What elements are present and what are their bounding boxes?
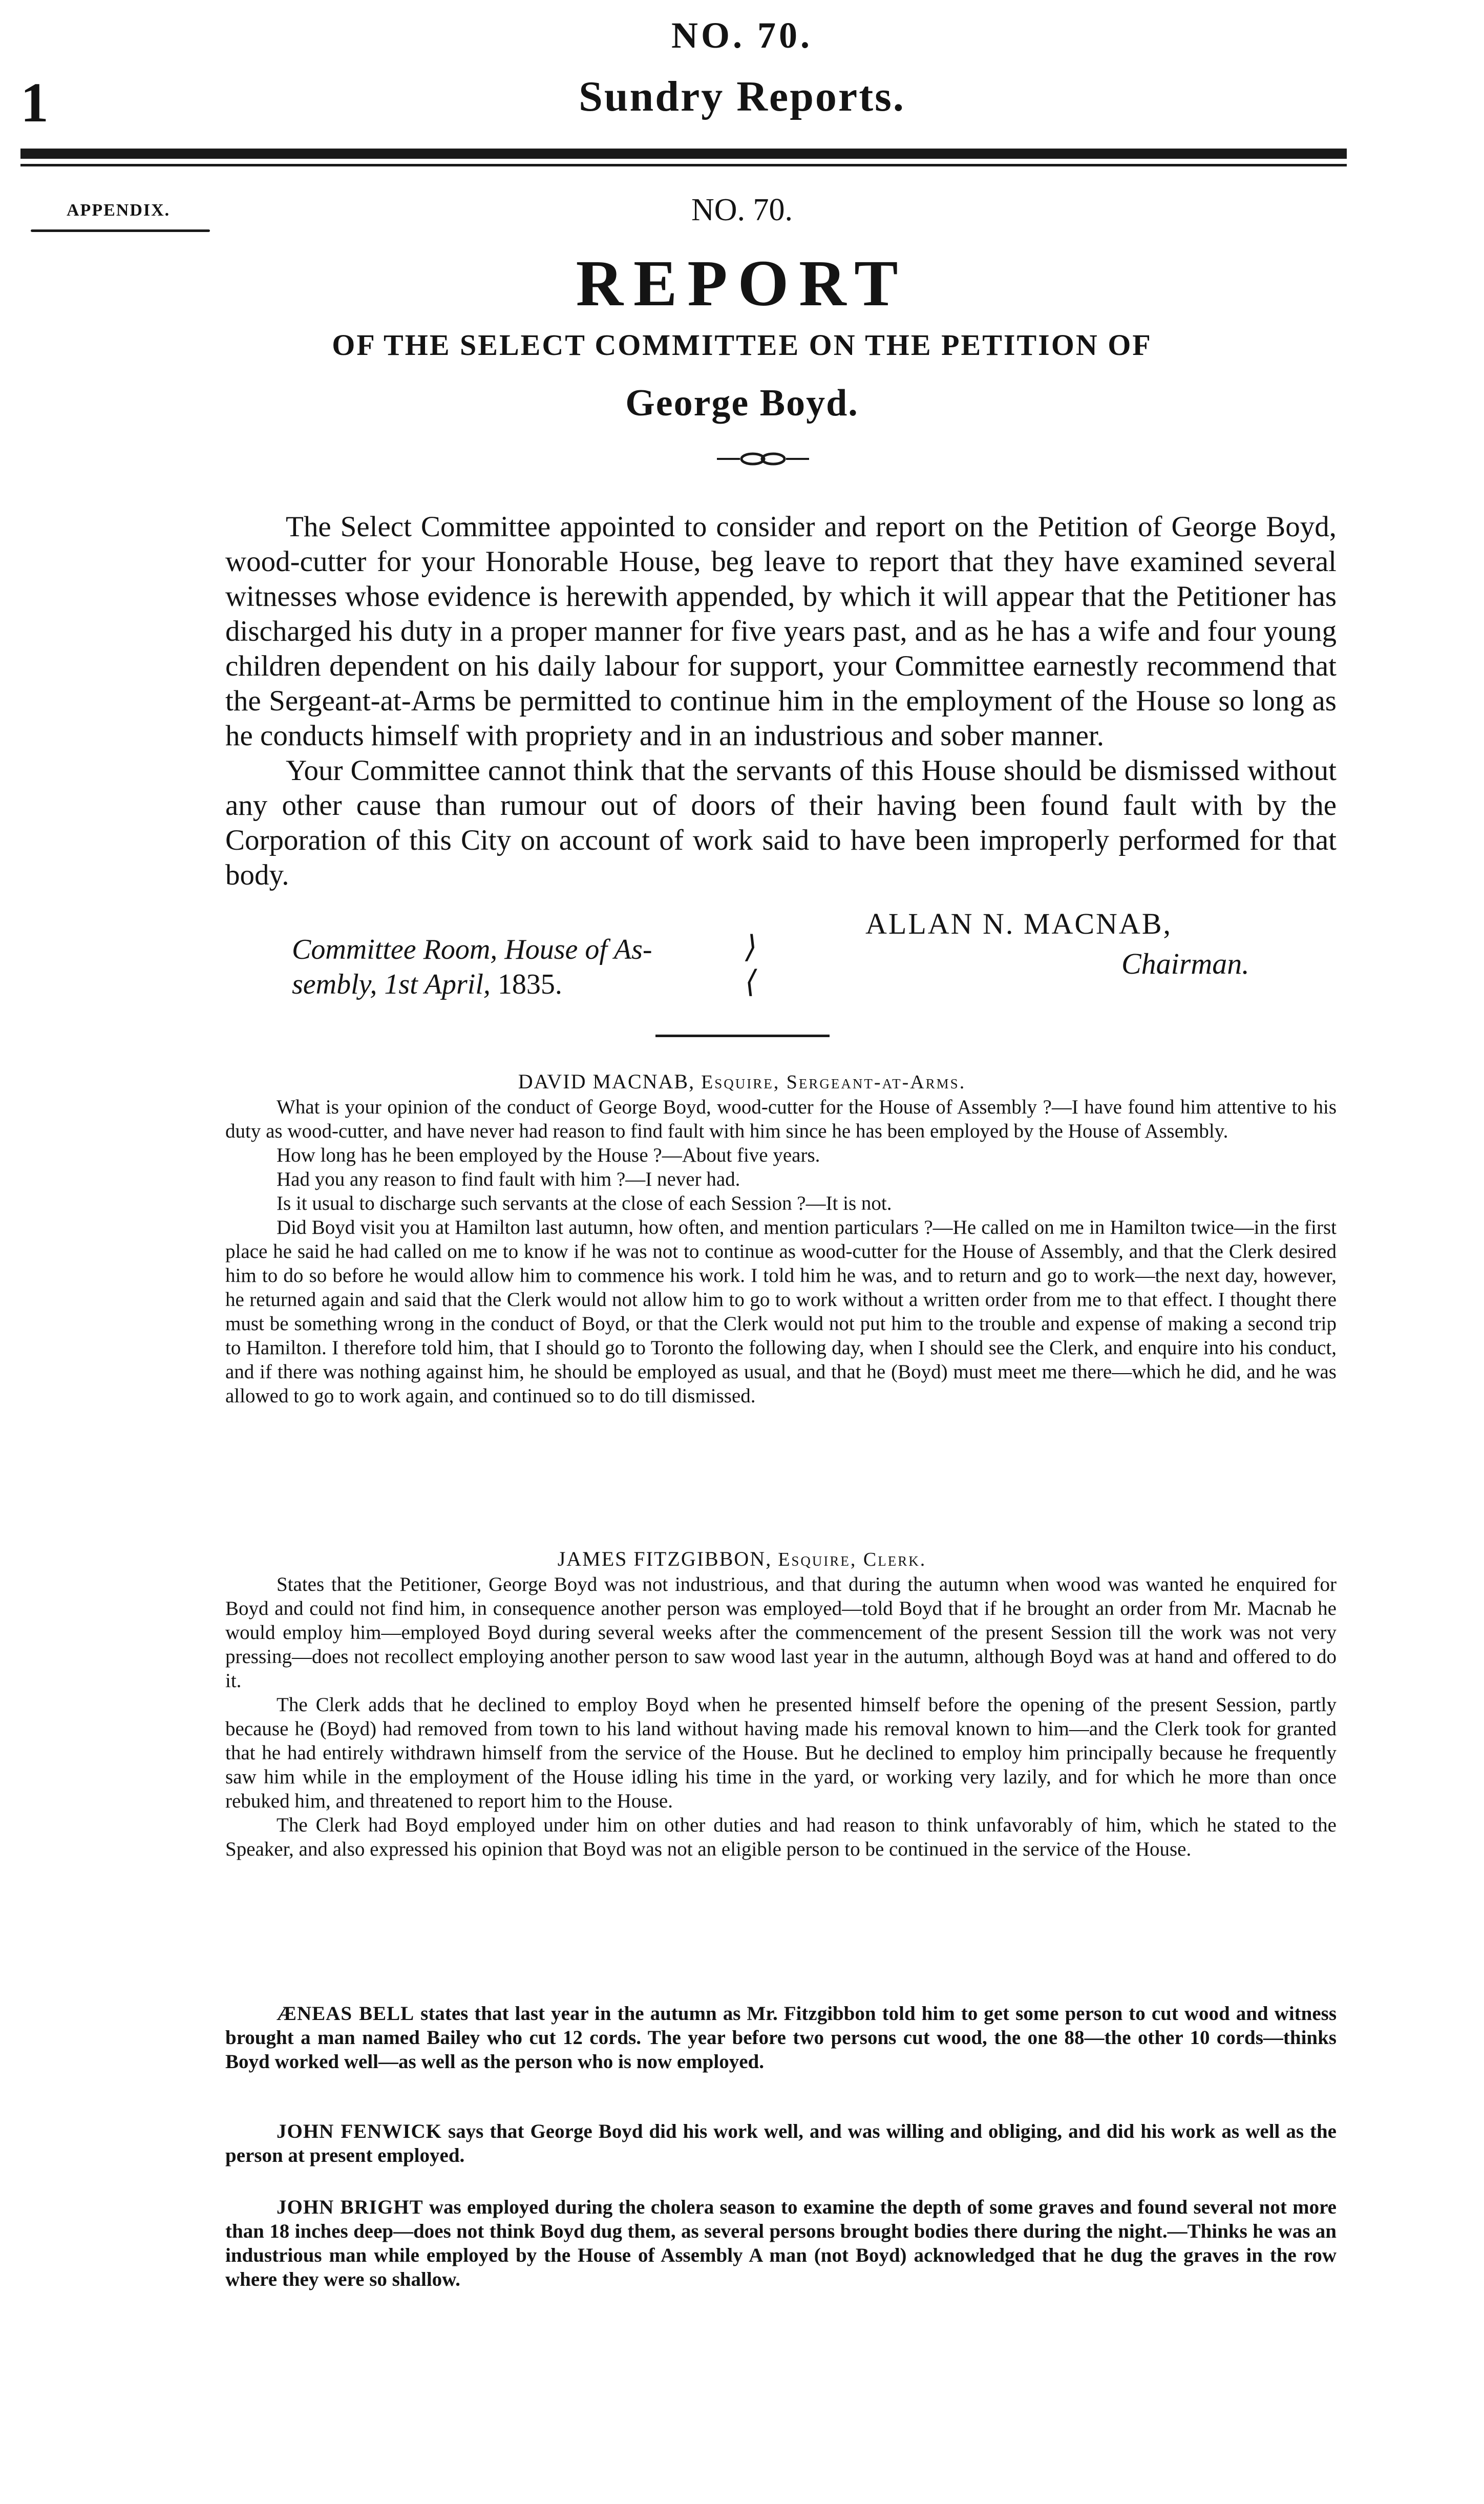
report-paragraph-1: The Select Committee appointed to consider and report on the Petition of George Boyd, wood-cutter for your Honorable House, beg leave to report that they have examined several witnesses whose evidence is herewith appended, by which it will appear that the Petitioner has discharged his duty in a proper manner for five years past, and as he has a wife and four young children dependent on his daily labour for support, your Committee earnestly recommend that the Sergeant-at-Arms be permitted to continue him in the employment of the House so long as he conducts himself with propriety and in an industrious and sober manner. [225, 511, 1337, 752]
evidence-bright [225, 2195, 1337, 2291]
evidence-fenwick [225, 2119, 1337, 2168]
witness-name-fenwick: JOHN FENWICK [277, 2120, 442, 2142]
appendix-underline [31, 229, 210, 232]
evidence-text-fenwick: says that George Boyd did his work well, and was willing and obliging, and did his work as well as the person at present employed. [225, 2120, 1337, 2166]
evidence-fitzgibbon [225, 1572, 1337, 1861]
evidence-paragraph [225, 2119, 1337, 2168]
evidence-paragraph: What is your opinion of the conduct of George Boyd, wood-cutter for the House of Assembly ?—I have found him attentive to his duty as wood-cutter, and have never had reason to find fault with him since he has been employed by the House of Assembly. [225, 1096, 1337, 1142]
chairman-role: Chairman. [1121, 947, 1249, 980]
header-rule-thick [20, 149, 1347, 159]
page-mark: 1 [20, 71, 49, 134]
evidence-paragraph: How long has he been employed by the House ?—About five years. [277, 1144, 820, 1166]
running-head-title: Sundry Reports. [579, 73, 905, 120]
petitioner-name: George Boyd. [625, 382, 859, 424]
evidence-paragraph [225, 2195, 1337, 2291]
report-body [225, 510, 1337, 893]
report-subtitle: OF THE SELECT COMMITTEE ON THE PETITION OF [332, 328, 1152, 362]
running-head-number: NO. 70. [671, 15, 813, 56]
witness-name-fitzgibbon: JAMES FITZGIBBON, [557, 1547, 772, 1570]
evidence-bell [225, 2002, 1337, 2074]
report-number: NO. 70. [691, 193, 793, 227]
evidence-text-bell: states that last year in the autumn as Mr. Fitzgibbon told him to get some person to cut wood and witness brought a man named Bailey who cut 12 cords. The year before two persons cut wood, the one 88—the other 10 cords—thinks Boyd worked well—as well as the person who is now employed. [225, 2003, 1337, 2073]
witness-heading-fitzgibbon [0, 1547, 1484, 1571]
committee-place-line-2 [292, 967, 652, 1002]
report-paragraph-2: Your Committee cannot think that the servants of this House should be dismissed without any other cause than rumour out of doors of their having been found fault with by the Corporation of this City on account of work said to have been improperly performed for that body. [225, 754, 1337, 891]
evidence-paragraph: Is it usual to discharge such servants at the close of each Session ?—It is not. [277, 1192, 892, 1214]
evidence-paragraph: The Clerk adds that he declined to employ Boyd when he presented himself before the opening of the present Session, partly because he (Boyd) had removed from town to his land without having made his removal known to him—and the Clerk took for granted that he had entirely withdrawn himself from the service of the House. But he declined to employ him principally because he frequently saw him while in the employment of the House idling his time in the yard, or working very lazily, and for which he more than once rebuked him, and threatened to report him to the House. [225, 1694, 1337, 1812]
witness-name-bell: ÆNEAS BELL [277, 2003, 415, 2025]
report-title: REPORT [576, 247, 908, 320]
committee-date: sembly, 1st April, [292, 969, 491, 1000]
witness-name-bright: JOHN BRIGHT [277, 2196, 423, 2218]
evidence-paragraph: The Clerk had Boyd employed under him on other duties and had reason to think unfavorably of him, which he stated to the Speaker, and also expressed his opinion that Boyd was not an eligible person to be continued in the service of the House. [225, 1814, 1337, 1860]
section-divider [655, 1035, 830, 1037]
witness-title-fitzgibbon: Esquire, Clerk. [778, 1549, 927, 1570]
evidence-paragraph: Had you any reason to find fault with him ?—I never had. [277, 1168, 740, 1190]
evidence-paragraph: States that the Petitioner, George Boyd was not industrious, and that during the autumn when wood was wanted he enquired for Boyd and could not find him, in consequence another person was employed—told Boyd that if he brought an order from Mr. Macnab he would employ him—employed Boyd during several weeks after the commencement of the present Session till the work was not very pressing—does not recollect employing another person to saw wood last year in the autumn, although Boyd was at hand and offered to do it. [225, 1573, 1337, 1692]
evidence-text-bright: was employed during the cholera season to examine the depth of some graves and found several not more than 18 inches deep—does not think Boyd dug them, as several persons brought bodies there during the night.—Thinks he was an industrious man while employed by the House of Assembly A man (not Boyd) acknowledged that he dug the graves in the row where they were so shallow. [225, 2196, 1337, 2290]
committee-year: 1835. [497, 969, 562, 1000]
appendix-label: APPENDIX. [67, 201, 171, 220]
witness-heading-macnab [0, 1069, 1484, 1093]
chairman-name: ALLAN N. MACNAB, [865, 907, 1172, 940]
header-rule-thin [20, 164, 1347, 166]
committee-place-line-1: Committee Room, House of As- [292, 934, 652, 965]
witness-title-macnab: Esquire, Sergeant-at-Arms. [701, 1071, 966, 1093]
evidence-paragraph [225, 2002, 1337, 2074]
committee-place [292, 932, 652, 1002]
ornament-divider-icon [717, 450, 809, 468]
evidence-macnab [225, 1095, 1337, 1408]
evidence-paragraph: Did Boyd visit you at Hamilton last autumn, how often, and mention particulars ?—He called on me in Hamilton twice—in the first place he said he had called on me to know if he was not to continue as wood-cutter for the House of Assembly, and that the Clerk desired him to do so before he would allow him to commence his work. I told him he was, and to return and go to work—the next day, however, he returned again and said that the Clerk would not allow him to go to work without a written order from me to that effect. I thought there must be something wrong in the conduct of Boyd, or that the Clerk would not put him to the trouble and expense of making a second trip to Hamilton. I therefore told him, that I should go to Toronto the following day, when I should see the Clerk, and enquire into his conduct, and if there was nothing against him, he should be employed as usual, and that he (Boyd) must meet me there—which he did, and he was allowed to go to work again, and continued so to do till dismissed. [225, 1216, 1337, 1407]
witness-name-macnab: DAVID MACNAB, [518, 1070, 695, 1093]
brace-icon: ⟩ ⟨ [745, 930, 757, 999]
